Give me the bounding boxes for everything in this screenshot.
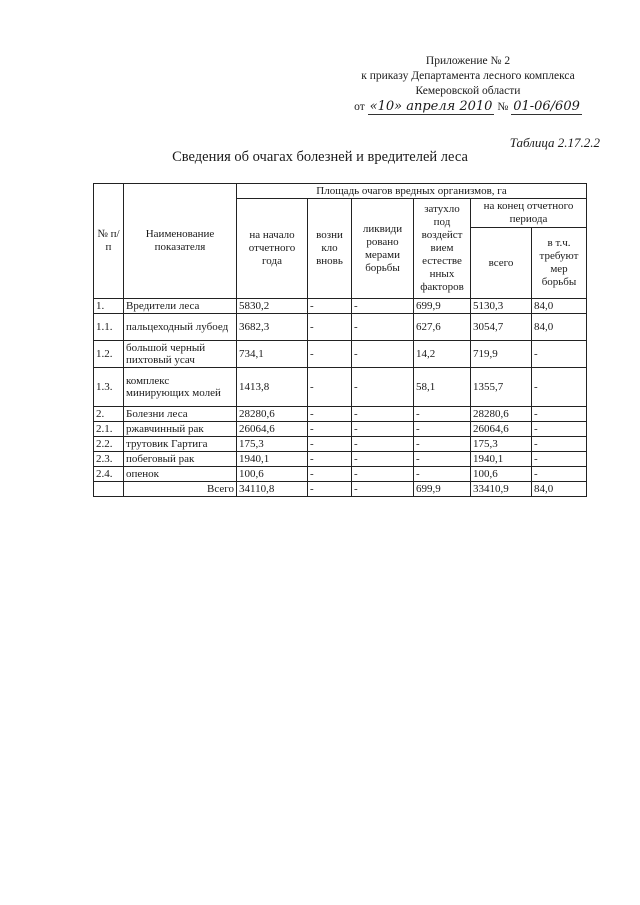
cell-num: 2.4. [94, 467, 124, 482]
cell-total: 719,9 [471, 341, 532, 368]
cell-need: - [532, 407, 587, 422]
cell-num: 1.3. [94, 368, 124, 407]
col-header-new: возни кло вновь [308, 199, 352, 299]
cell-num [94, 482, 124, 497]
cell-liq: - [352, 368, 414, 407]
cell-total: 175,3 [471, 437, 532, 452]
total-cell-label: Всего [124, 482, 237, 497]
cell-num: 2.2. [94, 437, 124, 452]
table-row [94, 407, 587, 422]
cell-faded: - [414, 452, 471, 467]
cell-new: - [308, 467, 352, 482]
col-header-need-measures: в т.ч. требуют мер борьбы [532, 228, 587, 299]
cell-liq: - [352, 452, 414, 467]
cell-start: 175,3 [237, 437, 308, 452]
date-number-line [338, 99, 598, 115]
cell-name: пальцеходный лубоед [124, 314, 237, 341]
cell-num: 1.1. [94, 314, 124, 341]
table-number: Таблица 2.17.2.2 [509, 135, 600, 150]
table-row [94, 437, 587, 452]
cell-new: - [308, 299, 352, 314]
cell-new: - [308, 314, 352, 341]
cell-total: 5130,3 [471, 299, 532, 314]
cell-num: 2.3. [94, 452, 124, 467]
cell-name: ржавчинный рак [124, 422, 237, 437]
cell-num: 2.1. [94, 422, 124, 437]
cell-need: - [532, 368, 587, 407]
cell-start: 26064,6 [237, 422, 308, 437]
cell-start: 5830,2 [237, 299, 308, 314]
from-label: от [354, 101, 365, 113]
cell-new: - [308, 452, 352, 467]
cell-total: 1355,7 [471, 368, 532, 407]
table-row [94, 368, 587, 407]
cell-start: 1940,1 [237, 452, 308, 467]
cell-total: 26064,6 [471, 422, 532, 437]
cell-liq: - [352, 437, 414, 452]
cell-total: 100,6 [471, 467, 532, 482]
col-header-area: Площадь очагов вредных организмов, га [237, 184, 587, 199]
cell-start: 1413,8 [237, 368, 308, 407]
cell-name: Болезни леса [124, 407, 237, 422]
col-header-start: на начало отчетного года [237, 199, 308, 299]
cell-name: опенок [124, 467, 237, 482]
cell-faded: - [414, 467, 471, 482]
cell-new: - [308, 368, 352, 407]
handwritten-number: 01-06/609 [513, 99, 580, 114]
cell-liq: - [352, 467, 414, 482]
cell-faded: - [414, 407, 471, 422]
number-label: № [497, 101, 509, 113]
cell-start: 28280,6 [237, 407, 308, 422]
total-cell-need: 84,0 [532, 482, 587, 497]
cell-liq: - [352, 299, 414, 314]
col-header-name: Наименование показателя [124, 184, 237, 299]
cell-start: 734,1 [237, 341, 308, 368]
cell-faded: - [414, 437, 471, 452]
cell-name: трутовик Гартига [124, 437, 237, 452]
total-cell-liq: - [352, 482, 414, 497]
table-row [94, 314, 587, 341]
cell-num: 2. [94, 407, 124, 422]
cell-liq: - [352, 341, 414, 368]
cell-new: - [308, 407, 352, 422]
cell-total: 3054,7 [471, 314, 532, 341]
col-header-liquidated: ликвиди ровано мерами борьбы [352, 199, 414, 299]
cell-total: 1940,1 [471, 452, 532, 467]
cell-name: комплекс минирующих молей [124, 368, 237, 407]
order-reference: к приказу Департамента лесного комплекса [361, 70, 575, 82]
data-table [93, 183, 587, 497]
cell-name: побеговый рак [124, 452, 237, 467]
cell-need: - [532, 437, 587, 452]
cell-faded: 699,9 [414, 299, 471, 314]
handwritten-date: «10» апреля 2010 [369, 99, 493, 114]
cell-need: 84,0 [532, 314, 587, 341]
total-cell-start: 34110,8 [237, 482, 308, 497]
col-header-faded: затухло под воздейст вием естестве нных факторов [414, 199, 471, 299]
table-row [94, 299, 587, 314]
table-row [94, 467, 587, 482]
col-header-total: всего [471, 228, 532, 299]
appendix-label: Приложение № 2 [425, 55, 511, 67]
cell-liq: - [352, 422, 414, 437]
cell-faded: - [414, 422, 471, 437]
cell-total: 28280,6 [471, 407, 532, 422]
cell-name: Вредители леса [124, 299, 237, 314]
cell-start: 3682,3 [237, 314, 308, 341]
cell-liq: - [352, 407, 414, 422]
cell-need: - [532, 452, 587, 467]
table-row [94, 341, 587, 368]
cell-start: 100,6 [237, 467, 308, 482]
cell-name: большой черный пихтовый усач [124, 341, 237, 368]
region-name: Кемеровской области [415, 85, 521, 97]
cell-faded: 14,2 [414, 341, 471, 368]
cell-faded: 627,6 [414, 314, 471, 341]
cell-need: 84,0 [532, 299, 587, 314]
total-cell-faded: 699,9 [414, 482, 471, 497]
cell-faded: 58,1 [414, 368, 471, 407]
cell-new: - [308, 341, 352, 368]
cell-need: - [532, 467, 587, 482]
total-cell-total: 33410,9 [471, 482, 532, 497]
col-header-num: № п/п [94, 184, 124, 299]
document-header [338, 54, 598, 115]
cell-new: - [308, 422, 352, 437]
cell-need: - [532, 422, 587, 437]
total-row [94, 482, 587, 497]
table-row [94, 452, 587, 467]
cell-need: - [532, 341, 587, 368]
cell-liq: - [352, 314, 414, 341]
cell-num: 1.2. [94, 341, 124, 368]
col-header-end-period: на конец отчетного периода [471, 199, 587, 228]
table-row [94, 422, 587, 437]
total-cell-new: - [308, 482, 352, 497]
cell-num: 1. [94, 299, 124, 314]
page-title: Сведения об очагах болезней и вредителей леса [172, 149, 468, 165]
cell-new: - [308, 437, 352, 452]
